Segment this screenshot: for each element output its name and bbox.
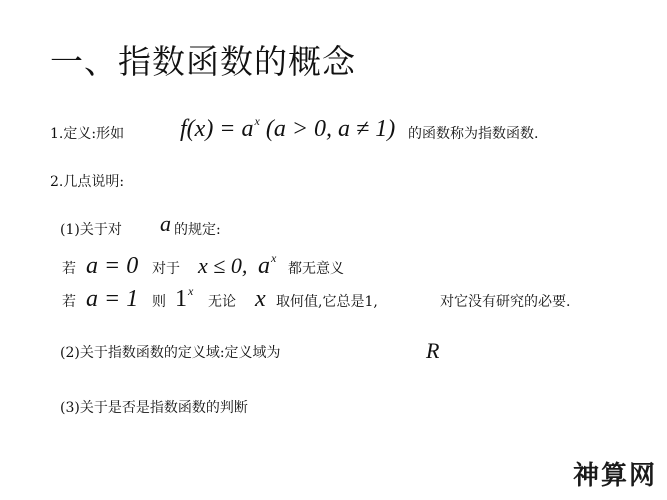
formula-lhs: f(x) = a bbox=[180, 116, 254, 142]
case2-then: 则 bbox=[152, 294, 166, 310]
case2-prefix: 若 bbox=[62, 294, 76, 310]
case1-expr bbox=[258, 253, 276, 280]
case2-expr-base: 1 bbox=[175, 286, 187, 312]
case1-eq-text: a = 0 bbox=[86, 253, 139, 279]
formula-condition: (a > 0, a ≠ 1) bbox=[265, 116, 396, 142]
case1-tail: 都无意义 bbox=[288, 261, 344, 277]
case2-no-matter: 无论 bbox=[208, 294, 236, 310]
case2-expr-exp: x bbox=[188, 284, 194, 298]
case1-prefix: 若 bbox=[62, 261, 76, 277]
definition-label: 1.定义:形如 bbox=[50, 126, 125, 142]
item3-label: (3)关于是否是指数函数的判断 bbox=[60, 400, 248, 416]
definition-suffix: 的函数称为指数函数. bbox=[408, 126, 539, 142]
points-heading: 2.几点说明: bbox=[50, 174, 125, 190]
definition-formula bbox=[180, 116, 395, 143]
case1-cond: x ≤ 0, bbox=[198, 253, 248, 278]
case2-expr bbox=[175, 286, 193, 313]
item2-label: (2)关于指数函数的定义域:定义域为 bbox=[60, 345, 281, 361]
page-title: 一、指数函数的概念 bbox=[50, 42, 356, 81]
case2-tail: 取何值,它总是1, bbox=[276, 294, 378, 310]
item1-var: a bbox=[160, 211, 171, 236]
case1-expr-exp: x bbox=[271, 251, 277, 265]
case2-eq bbox=[86, 286, 138, 313]
case2-conclusion: 对它没有研究的必要. bbox=[440, 294, 571, 310]
case1-for: 对于 bbox=[152, 261, 180, 277]
case2-var-x: x bbox=[255, 286, 266, 312]
formula-exponent: x bbox=[254, 114, 260, 128]
case2-eq-text: a = 1 bbox=[86, 286, 139, 312]
item2-domain: R bbox=[426, 338, 440, 363]
case1-expr-base: a bbox=[258, 253, 270, 279]
item1-label: (1)关于对 bbox=[60, 222, 122, 238]
case1-eq bbox=[86, 253, 138, 280]
item1-label-tail: 的规定: bbox=[174, 222, 221, 238]
watermark-logo: 神算网 bbox=[572, 461, 657, 491]
